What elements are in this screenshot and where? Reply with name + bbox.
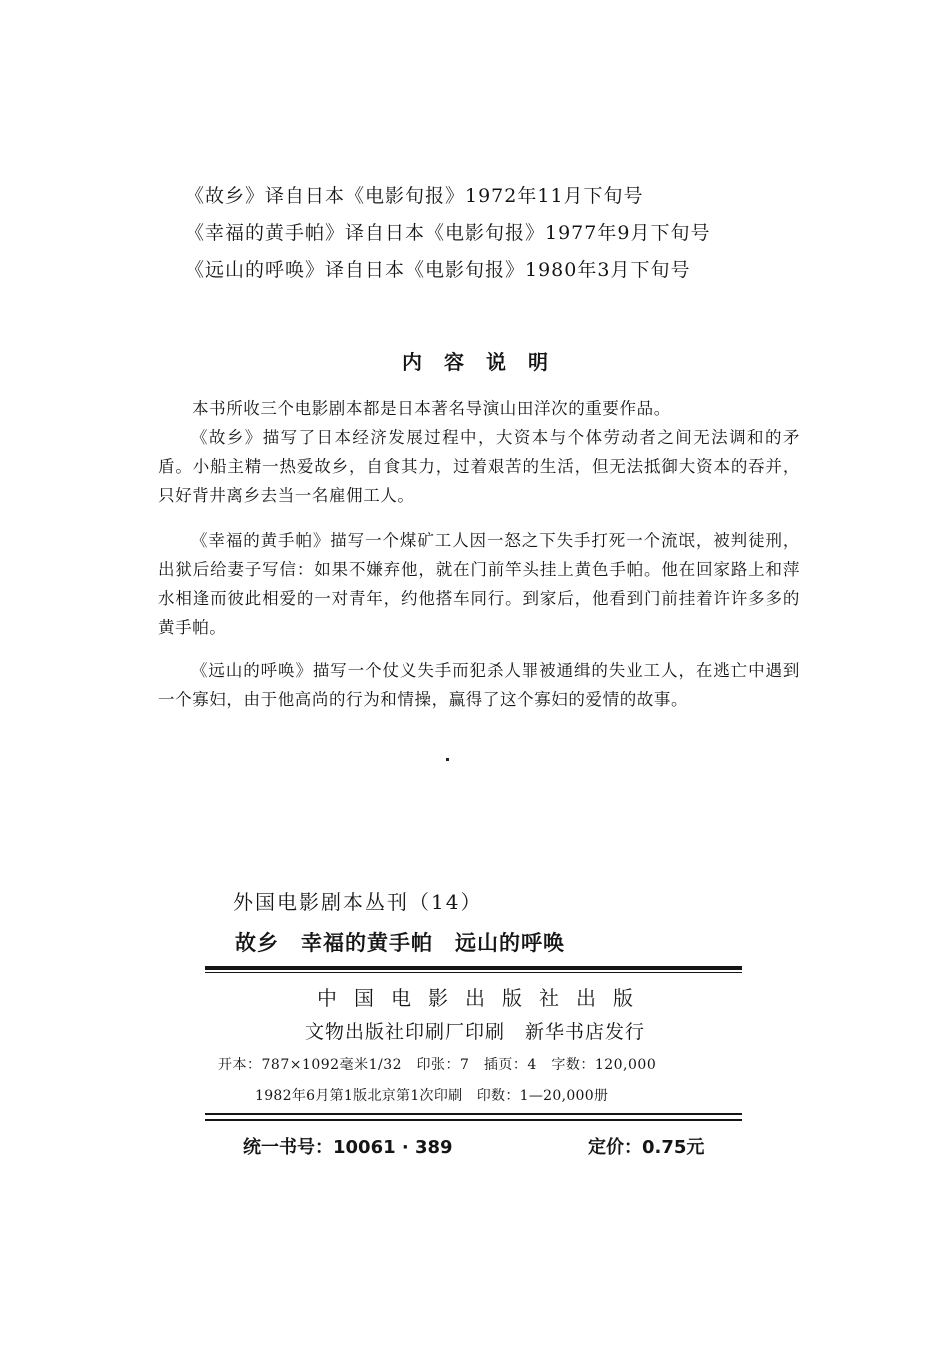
summary-paragraph-3: 《幸福的黄手帕》描写一个煤矿工人因一怒之下失手打死一个流氓，被判徒刑，出狱后给妻子写信：如果不嫌弃他，就在门前竿头挂上黄色手帕。他在回家路上和萍水相逢而彼此相爱的一对青年，约他搭车同行。到家后，他看到门前挂着许许多多的黄手帕。 — [158, 531, 800, 637]
source-line-2: 《幸福的黄手帕》译自日本《电影旬报》1977年9月下旬号 — [185, 222, 711, 244]
print-specs: 开本：787×1092毫米1/32 印张：7 插页：4 字数：120,000 — [218, 1057, 657, 1073]
source-line-1: 《故乡》译自日本《电影旬报》1972年11月下旬号 — [185, 185, 644, 207]
bottom-rule-2 — [205, 1119, 742, 1121]
series-name: 外国电影剧本丛刊（14） — [233, 890, 483, 914]
summary-paragraph-4: 《远山的呼唤》描写一个仗义失手而犯杀人罪被通缉的失业工人，在逃亡中遇到一个寡妇，由于他高尚的行为和情操，赢得了这个寡妇的爱情的故事。 — [158, 661, 800, 709]
separator-dot — [446, 758, 449, 761]
price: 定价：0.75元 — [588, 1137, 705, 1158]
bottom-rule-1 — [205, 1113, 742, 1115]
edition-info: 1982年6月第1版北京第1次印刷 印数：1—20,000册 — [255, 1088, 609, 1104]
book-title: 故乡 幸福的黄手帕 远山的呼唤 — [235, 931, 565, 955]
summary-paragraph-1: 本书所收三个电影剧本都是日本著名导演山田洋次的重要作品。 — [192, 399, 671, 418]
top-rule-thin — [205, 972, 742, 973]
summary-heading: 内容说明 — [402, 350, 570, 374]
book-number: 统一书号：10061 · 389 — [243, 1137, 453, 1158]
source-line-3: 《远山的呼唤》译自日本《电影旬报》1980年3月下旬号 — [185, 259, 691, 281]
summary-paragraph-2: 《故乡》描写了日本经济发展过程中，大资本与个体劳动者之间无法调和的矛盾。小船主精一热爱故乡，自食其力，过着艰苦的生活，但无法抵御大资本的吞并，只好背井离乡去当一名雇佣工人。 — [158, 428, 800, 505]
publisher: 中国电影出版社出版 — [317, 986, 650, 1010]
top-rule-thick — [205, 966, 742, 970]
printer-distributor: 文物出版社印刷厂印刷 新华书店发行 — [304, 1021, 645, 1043]
